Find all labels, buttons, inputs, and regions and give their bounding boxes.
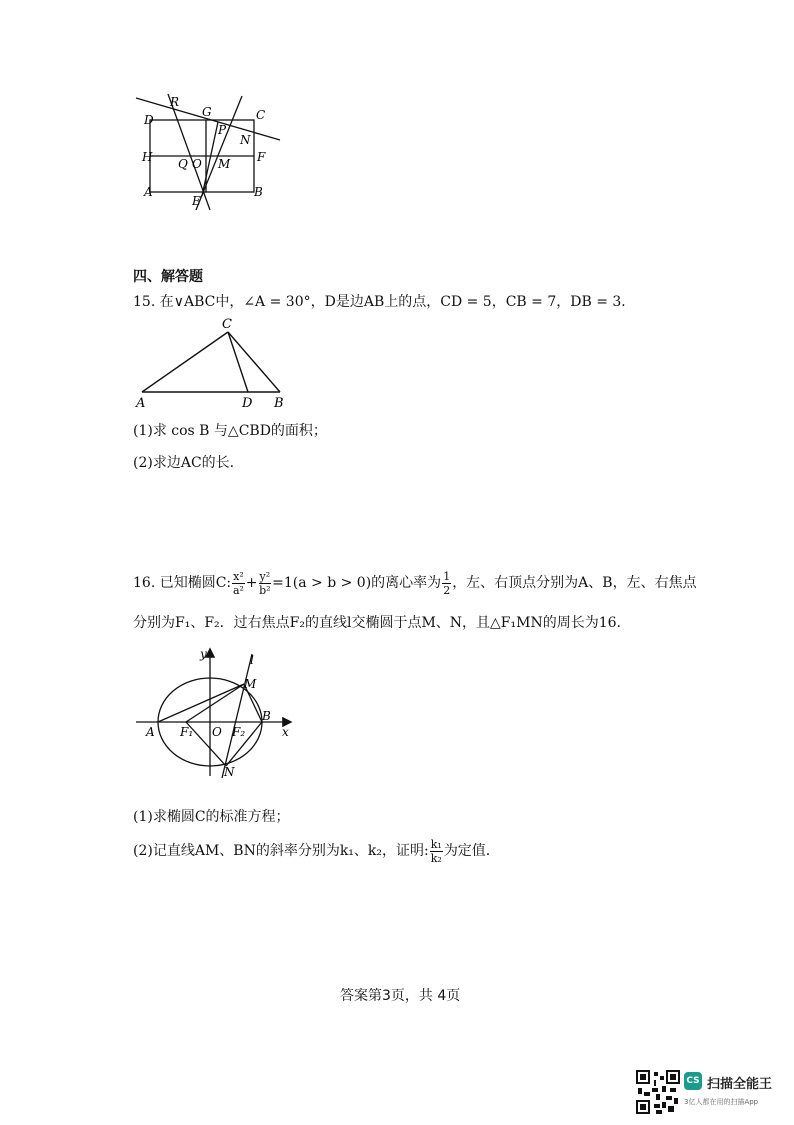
- label-b: B: [262, 709, 271, 723]
- label-o: O: [192, 157, 202, 171]
- label-f2: F₂: [232, 725, 246, 739]
- scanner-tagline: 3亿人都在用的扫描App: [684, 1098, 759, 1106]
- label-g: G: [202, 105, 212, 119]
- label-c: C: [256, 108, 266, 122]
- plus-sign: +: [245, 575, 258, 591]
- frac-num: y²: [259, 569, 271, 583]
- fraction-y2-over-b2: [259, 570, 272, 597]
- frac-den: k₂: [430, 851, 442, 865]
- figure-14-rectangle-diagram: [130, 92, 290, 212]
- label-f: F: [257, 150, 266, 164]
- fraction-one-half: [442, 570, 451, 597]
- q16-stem-line1: [133, 568, 697, 598]
- q16-stem-a: 16. 已知椭圆C:: [133, 575, 232, 591]
- q16-stem-b: =1(a > b > 0)的离心率为: [272, 575, 442, 591]
- camscanner-logo-icon: CS: [684, 1072, 702, 1090]
- label-a: A: [144, 185, 153, 199]
- frac-den: a²: [232, 583, 244, 597]
- frac-num: 1: [443, 569, 451, 583]
- label-m: M: [244, 677, 257, 691]
- q16-part2-b: 为定值.: [443, 843, 491, 859]
- scanner-app-name: 扫描全能王: [707, 1077, 773, 1092]
- figure-15-triangle: [130, 314, 290, 410]
- frac-num: x²: [233, 569, 244, 583]
- segment-f1m: [186, 684, 244, 722]
- label-y: y: [200, 647, 207, 661]
- label-c: C: [222, 317, 232, 332]
- label-f1: F₁: [180, 725, 194, 739]
- segment-am: [158, 684, 244, 722]
- q16-part1: (1)求椭圆C的标准方程；: [133, 809, 290, 825]
- label-d: D: [242, 396, 253, 410]
- q15-part1: (1)求 cos B 与△CBD的面积；: [133, 423, 327, 439]
- frac-num: k₁: [430, 837, 442, 851]
- label-e: E: [192, 194, 201, 208]
- q16-stem-line2: 分别为F₁、F₂．过右焦点F₂的直线l交椭圆于点M、N，且△F₁MN的周长为16.: [133, 615, 621, 631]
- label-x: x: [282, 725, 289, 739]
- label-q: Q: [178, 157, 188, 171]
- q15-part2: (2)求边AC的长.: [133, 455, 235, 471]
- side-ac: [142, 332, 228, 392]
- q16-part2-a: (2)记直线AM、BN的斜率分别为k₁、k₂，证明:: [133, 843, 429, 859]
- q16-stem-c: ，左、右顶点分别为A、B，左、右焦点: [452, 575, 697, 591]
- q16-part2: [133, 834, 490, 868]
- segment-cd: [228, 332, 248, 392]
- frac-den: 2: [443, 583, 451, 597]
- label-l: l: [250, 653, 254, 667]
- qr-code-icon: [636, 1070, 680, 1114]
- line-em: [202, 122, 218, 196]
- page-footer: 答案第3页，共 4页: [340, 988, 461, 1004]
- label-a: A: [136, 396, 146, 410]
- label-b: B: [274, 396, 284, 410]
- section-title: 四、解答题: [133, 269, 203, 285]
- label-b: B: [254, 185, 263, 199]
- label-p: P: [218, 123, 227, 137]
- label-h: H: [142, 150, 153, 164]
- q15-stem: 15. 在∨ABC中，∠A = 30°，D是边AB上的点，CD = 5，CB = 7，DB = 3．: [133, 294, 636, 310]
- label-r: R: [170, 95, 180, 109]
- label-d: D: [144, 113, 154, 127]
- label-n: N: [224, 765, 235, 779]
- label-n: N: [240, 133, 251, 147]
- fraction-k1-over-k2: [430, 838, 443, 865]
- label-a: A: [146, 725, 155, 739]
- figure-16-ellipse: [130, 642, 300, 782]
- frac-den: b²: [259, 583, 271, 597]
- fraction-x2-over-a2: [232, 570, 245, 597]
- label-o: O: [212, 725, 222, 739]
- side-cb: [228, 332, 280, 392]
- label-m: M: [218, 157, 231, 171]
